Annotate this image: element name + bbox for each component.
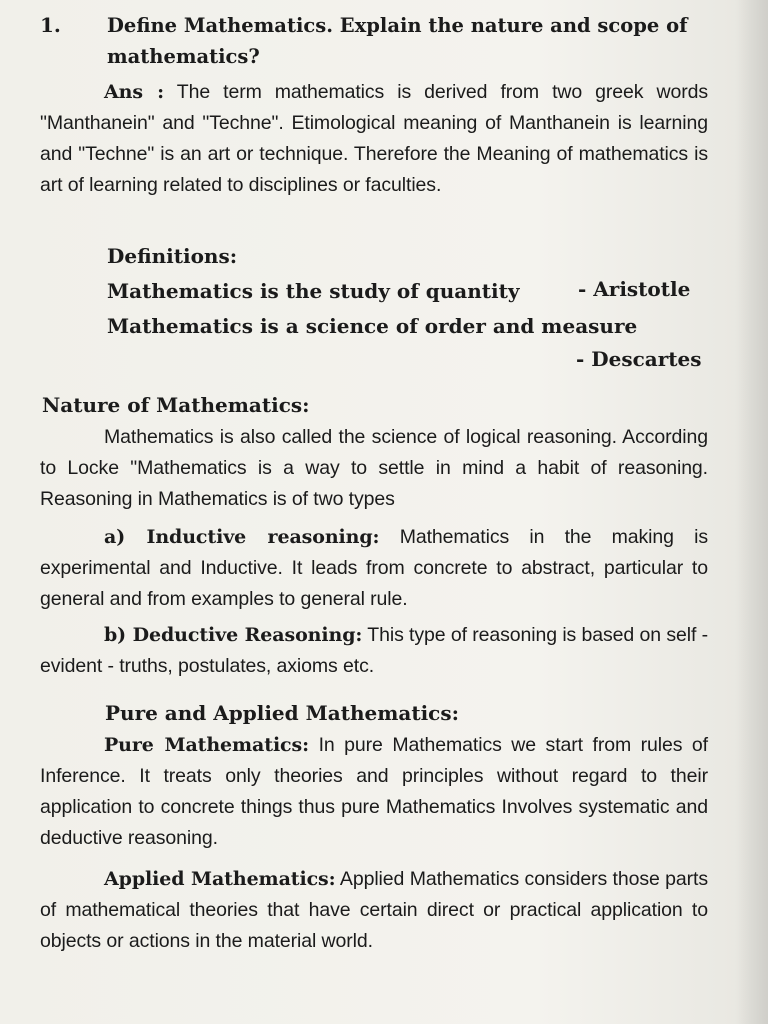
- applied-paragraph: [40, 864, 708, 957]
- inductive-text: Mathematics in the making is experimental and Inductive. It leads from concrete to abstract, particular to general and from examples to general rule.: [40, 526, 708, 610]
- inductive-lead: a) Inductive reasoning:: [104, 526, 380, 548]
- inductive-paragraph: [40, 522, 708, 615]
- answer-text: The term mathematics is derived from two greek words "Manthanein" and "Techne". Etimological meaning of Manthanein is learning and "Techne" is an art or technique. Therefore the Meaning of mathematics is art of learning related to disciplines or faculties.: [40, 81, 708, 196]
- pure-lead: Pure Mathematics:: [104, 734, 310, 756]
- pure-paragraph: [40, 730, 708, 854]
- definitions-heading: Definitions:: [107, 244, 238, 268]
- pure-text: In pure Mathematics we start from rules of Inference. It treats only theories and principles without regard to their application to concrete things thus pure Mathematics Involves systematic and deductive reasoning.: [40, 734, 708, 849]
- definition-1-author: - Aristotle: [578, 277, 691, 301]
- question-number: 1.: [40, 13, 61, 37]
- deductive-paragraph: [40, 620, 708, 682]
- page-edge-shadow: [734, 0, 768, 1024]
- pure-applied-heading: Pure and Applied Mathematics:: [105, 701, 459, 725]
- nature-intro-text: Mathematics is also called the science of logical reasoning. According to Locke "Mathematics is a way to settle in mind a habit of reasoning. Reasoning in Mathematics is of two types: [40, 426, 708, 510]
- applied-lead: Applied Mathematics:: [104, 868, 336, 890]
- question-title: Define Mathematics. Explain the nature and scope of mathematics?: [107, 14, 688, 68]
- nature-intro: [40, 422, 708, 515]
- definition-1-text: Mathematics is the study of quantity: [107, 279, 520, 303]
- definition-2-author: - Descartes: [576, 347, 702, 371]
- deductive-lead: b) Deductive Reasoning:: [104, 624, 363, 646]
- answer-lead: Ans :: [104, 81, 165, 103]
- nature-heading: Nature of Mathematics:: [42, 393, 310, 417]
- answer-paragraph: [40, 77, 708, 201]
- applied-text: Applied Mathematics considers those parts of mathematical theories that have certain direct or practical application to objects or actions in the material world.: [40, 868, 709, 952]
- deductive-text: This type of reasoning is based on self - evident - truths, postulates, axioms etc.: [40, 624, 708, 677]
- definition-2-text: Mathematics is a science of order and measure: [107, 314, 638, 338]
